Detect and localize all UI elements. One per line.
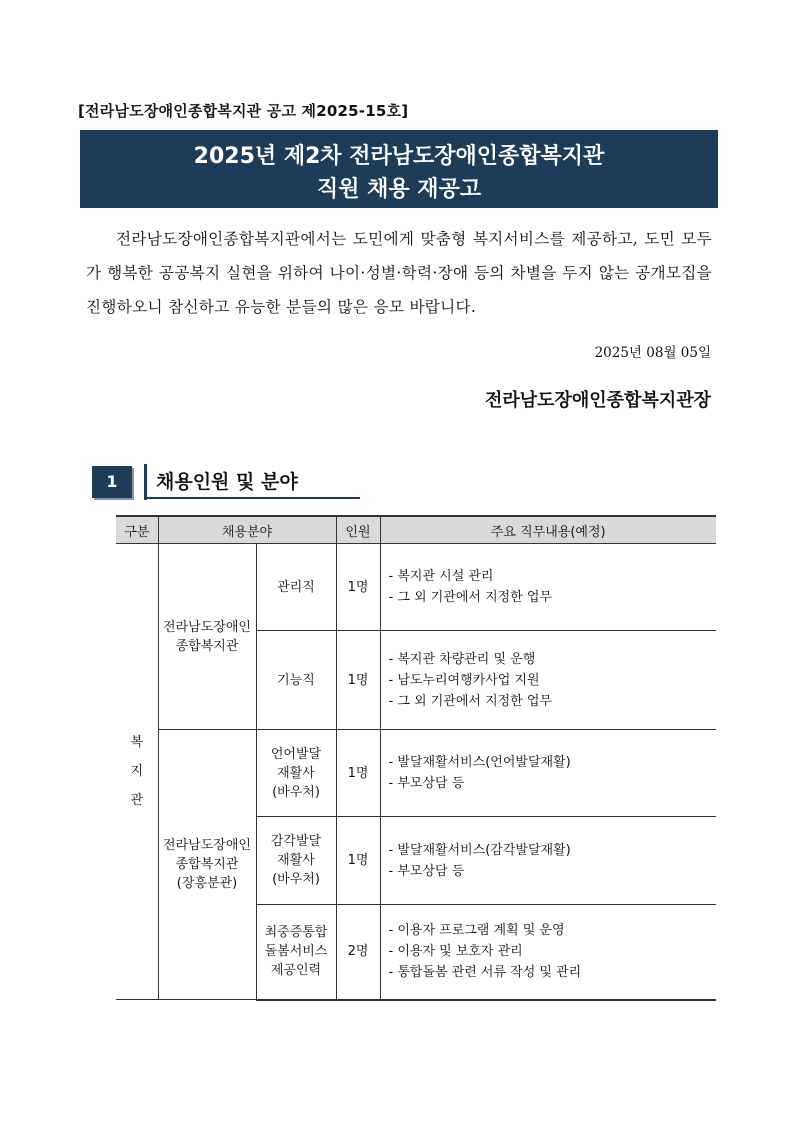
field-line: (바우처) — [272, 872, 320, 887]
intro-paragraph: 전라남도장애인종합복지관에서는 도민에게 맞춤형 복지서비스를 제공하고, 도민 모두가 행복한 공공복지 실현을 위하여 나이·성별·학력·장애 등의 차별을 두지 않는 공개모집을 진행하오니 참신하고 유능한 분들의 많은 응모 바랍니다. — [86, 230, 712, 316]
title-line-1: 2025년 제2차 전라남도장애인종합복지관 — [193, 144, 605, 169]
duty-item: - 그 외 기관에서 지정한 업무 — [388, 590, 552, 605]
field-line: 제공인력 — [270, 963, 322, 979]
org-branch-line: 전라남도장애인 — [163, 838, 251, 853]
field-line: 관리직 — [277, 579, 315, 595]
org-main-cell — [158, 544, 256, 730]
recruitment-table — [116, 515, 716, 1001]
duty-item: - 이용자 프로그램 계획 및 운영 — [388, 923, 565, 939]
header-count: 인원 — [336, 516, 380, 544]
duty-item: - 통합돌봄 관련 서류 작성 및 관리 — [388, 965, 582, 981]
table-row — [116, 730, 716, 817]
duties-cell — [380, 905, 716, 1000]
duties-cell — [380, 631, 716, 730]
section-divider-bar — [144, 464, 147, 500]
org-main-line: 전라남도장애인 — [163, 619, 251, 635]
org-main-line: 종합복지관 — [175, 638, 239, 654]
notice-number: [전라남도장애인종합복지관 공고 제2025-15호] — [78, 102, 409, 120]
org-branch-cell — [158, 730, 256, 1000]
duties-cell — [380, 817, 716, 905]
field-line: 언어발달 — [270, 746, 322, 762]
notice-date: 2025년 08월 05일 — [594, 345, 711, 361]
section-number-badge: 1 — [92, 466, 132, 498]
duty-item: - 복지관 차량관리 및 운행 — [388, 651, 536, 667]
section-underline — [144, 497, 360, 499]
header-field: 채용분야 — [158, 516, 336, 544]
title-line-2: 직원 채용 재공고 — [316, 177, 482, 202]
duty-item: - 부모상담 등 — [388, 863, 465, 879]
header-duties: 주요 직무내용(예정) — [380, 516, 716, 544]
field-cell — [256, 544, 336, 631]
header-category: 구분 — [116, 516, 158, 544]
field-line: (바우처) — [272, 784, 320, 800]
field-line: 재활사 — [277, 853, 315, 868]
duty-item: - 발달재활서비스(감각발달재활) — [388, 842, 571, 858]
field-cell — [256, 631, 336, 730]
count-cell: 2명 — [336, 905, 380, 1000]
field-line: 최중증통합 — [264, 925, 328, 941]
table-row — [116, 544, 716, 631]
count-cell: 1명 — [336, 544, 380, 631]
section-title: 채용인원 및 분야 — [156, 471, 298, 493]
duties-cell — [380, 544, 716, 631]
duty-item: - 복지관 시설 관리 — [388, 569, 494, 584]
category-cell — [116, 544, 158, 1000]
category-char: 지 — [130, 764, 144, 779]
duty-item: - 그 외 기관에서 지정한 업무 — [388, 693, 552, 709]
count-cell: 1명 — [336, 730, 380, 817]
field-line: 돌봄서비스 — [264, 944, 328, 960]
duties-cell — [380, 730, 716, 817]
category-char: 관 — [130, 793, 144, 808]
table-header-row — [116, 516, 716, 544]
field-line: 기능직 — [277, 672, 315, 688]
field-cell — [256, 817, 336, 905]
field-cell — [256, 905, 336, 1000]
org-branch-line: (장흥분관) — [176, 876, 238, 891]
count-cell: 1명 — [336, 817, 380, 905]
field-line: 재활사 — [277, 765, 315, 781]
field-cell — [256, 730, 336, 817]
title-banner — [80, 130, 718, 208]
issuer-name: 전라남도장애인종합복지관장 — [484, 390, 711, 411]
org-branch-line: 종합복지관 — [175, 857, 239, 872]
duty-item: - 남도누리여행카사업 지원 — [388, 672, 540, 688]
duty-item: - 발달재활서비스(언어발달재활) — [388, 755, 571, 770]
duty-item: - 이용자 및 보호자 관리 — [388, 944, 523, 960]
duty-item: - 부모상담 등 — [388, 776, 465, 791]
category-char: 복 — [130, 735, 144, 750]
count-cell: 1명 — [336, 631, 380, 730]
field-line: 감각발달 — [270, 834, 322, 849]
